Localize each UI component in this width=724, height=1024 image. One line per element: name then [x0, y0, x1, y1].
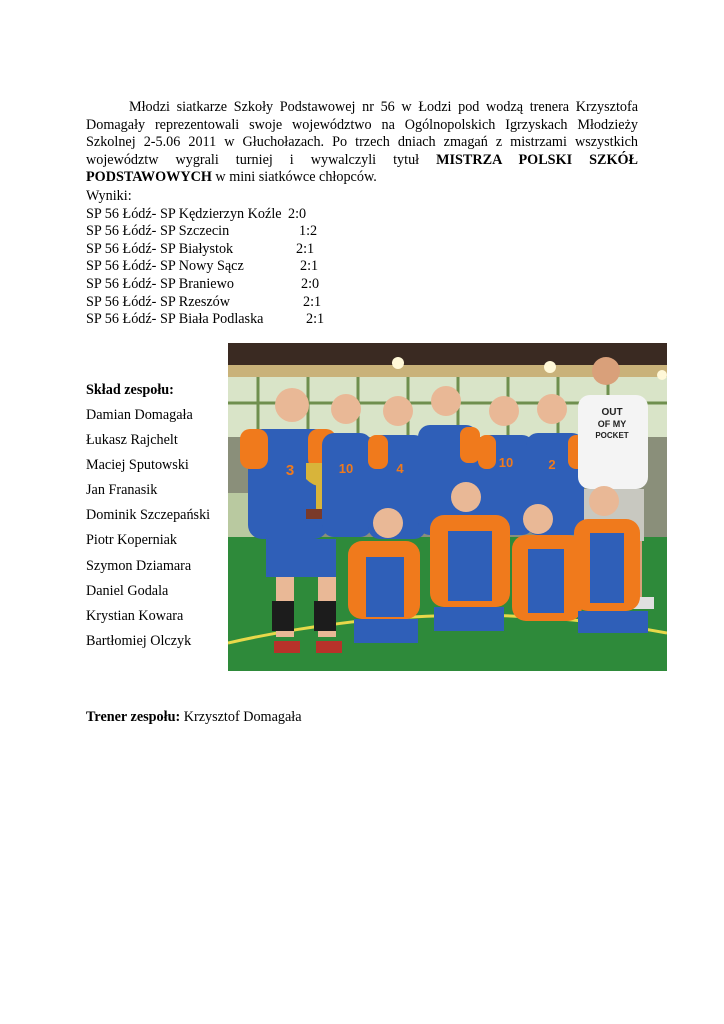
- result-score: 2:1: [300, 258, 319, 275]
- shirt-text: OF MY: [597, 419, 627, 429]
- result-score: 1:2: [299, 223, 318, 240]
- intro-title: MISTRZA POLSKI SZKÓŁ PODSTAWOWYCH: [86, 151, 638, 186]
- jersey-number: 3: [285, 462, 295, 479]
- intro-text-end: w mini siatkówce chłopców.: [211, 169, 377, 186]
- result-score: 2:1: [303, 293, 322, 310]
- jersey-number: 10: [338, 461, 354, 476]
- player-name: Piotr Koperniak: [86, 532, 178, 549]
- player-name: Krystian Kowara: [86, 607, 184, 624]
- result-match: SP 56 Łódź- SP Kędzierzyn Koźle: [86, 205, 282, 222]
- intro-text: Młodzi siatkarze Szkoły Podstawowej nr 56 w Łodzi pod wodzą trenera Krzysztofa Domagały reprezentowali swoje województwo na Ogólnopolskich Igrzyskach Młodzieży Szkolnej 2-5.06 2011 w Głuchołazach. Po trzech dniach zmagań z mistrzami wszystkich województw wygrali turniej i wywalczyli tytuł: [86, 99, 638, 168]
- result-match: SP 56 Łódź- SP Nowy Sącz: [86, 258, 244, 275]
- squad-block: [86, 382, 210, 657]
- jersey-number: 10: [498, 455, 514, 470]
- coach-name: Krzysztof Domagała: [180, 709, 302, 725]
- result-row: [86, 275, 320, 294]
- result-match: SP 56 Łódź- SP Szczecin: [86, 223, 230, 240]
- result-match: SP 56 Łódź- SP Białystok: [86, 240, 234, 257]
- result-row: [86, 311, 325, 329]
- result-match: SP 56 Łódź- SP Rzeszów: [86, 293, 230, 310]
- result-match: SP 56 Łódź- SP Biała Podlaska: [86, 311, 264, 328]
- result-row: [86, 293, 322, 312]
- player-name: Damian Domagała: [86, 407, 193, 423]
- shirt-text: POCKET: [595, 431, 629, 440]
- results-block: [86, 188, 325, 329]
- result-row: [86, 258, 319, 276]
- intro-paragraph: [86, 99, 638, 187]
- player-name: Maciej Sputowski: [86, 457, 189, 474]
- player-name: Bartłomiej Olczyk: [86, 632, 192, 649]
- coach-line: [86, 709, 302, 726]
- result-row: [86, 223, 318, 241]
- squad-title: Skład zespołu:: [86, 382, 174, 398]
- result-score: 2:1: [306, 311, 325, 328]
- result-score: 2:0: [301, 275, 320, 292]
- jersey-number: 4: [396, 461, 404, 476]
- result-match: SP 56 Łódź- SP Braniewo: [86, 275, 234, 292]
- coach-label: Trener zespołu:: [86, 709, 181, 725]
- result-row: [86, 205, 307, 224]
- player-name: Jan Franasik: [86, 482, 158, 499]
- result-score: 2:1: [296, 240, 315, 257]
- player-name: Dominik Szczepański: [86, 507, 211, 524]
- player-name: Daniel Godala: [86, 582, 169, 599]
- player-name: Łukasz Rajchelt: [86, 432, 178, 449]
- shirt-text: OUT: [601, 407, 623, 418]
- result-score: 2:0: [288, 205, 307, 222]
- results-label: Wyniki:: [86, 188, 132, 204]
- result-row: [86, 240, 315, 259]
- jersey-number: 2: [548, 457, 556, 472]
- team-photo: [228, 343, 667, 671]
- player-name: Szymon Dziamara: [86, 557, 192, 574]
